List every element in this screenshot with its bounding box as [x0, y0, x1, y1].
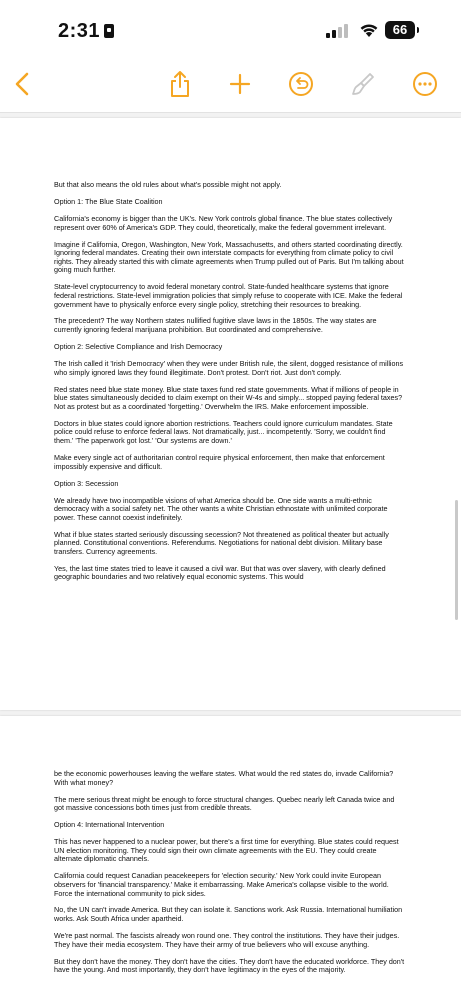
paragraph: State-level cryptocurrency to avoid federal monetary control. State-funded healthcare systems that ignore federal restrictions. State-level immigration policies that simply refuse to cooperate with ICE. Make the federal government have to physically enforce every single policy, stretching their resources to breaking. [54, 282, 403, 309]
back-icon [13, 71, 31, 97]
share-button[interactable] [163, 67, 197, 101]
undo-button[interactable] [284, 67, 318, 101]
paragraph: The precedent? The way Northern states nullified fugitive slave laws in the 1850s. The way states are currently ignoring federal marijuana prohibition. But coordinated and comprehensive. [54, 316, 377, 335]
paragraph: We're past normal. The fascists already won round one. They control the institutions. They have their judges. They have their media ecosystem. They have their army of true believers who will excuse anything. [54, 931, 400, 949]
paragraph: Yes, the last time states tried to leave it caused a civil war. But that was over slavery, with clearly defined geographic boundaries and two relatively equal economic systems. This would [54, 563, 386, 582]
status-time: 2:31 [58, 20, 101, 42]
section-heading: Option 2: Selective Compliance and Irish Democracy [54, 342, 223, 352]
undo-icon [288, 71, 314, 97]
status-bar [0, 0, 461, 60]
paragraph: Red states need blue state money. Blue state taxes fund red state governments. What if millions of people in blue states simultaneously decided to claim exempt on their W-4s and simply... stopped paying federal taxes? Not as protest but as a coordinated 'forgetting.' Overwhelm the IRS. Make enforcement impossible. [54, 384, 403, 411]
add-button[interactable] [223, 67, 257, 101]
plus-icon [229, 73, 251, 95]
section-heading: Option 4: International Intervention [54, 820, 165, 830]
paragraph: Doctors in blue states could ignore abortion restrictions. Teachers could ignore curriculum mandates. State police could refuse to enforce federal laws. Not dramatically, just... incompetently. 'Sorry, we couldn't find them.' 'The paperwork got lost.' 'Our systems are down.' [54, 418, 393, 445]
page-2-body [54, 770, 406, 983]
page-1-body [54, 181, 406, 590]
paragraph: We already have two incompatible visions of what America should be. One side wants a multi-ethnic democracy with a social safety net. The other wants a white Christian ethnostate with unlimited corporate power. These cannot coexist indefinitely. [54, 495, 388, 522]
format-button[interactable] [346, 67, 380, 101]
cellular-signal-icon [326, 24, 348, 38]
paragraph: California's economy is bigger than the UK's. New York controls global finance. The blue states collectively represent over 60% of America's GDP. They could, theoretically, make the federal government irrelevant. [54, 213, 393, 232]
share-icon [168, 70, 192, 98]
paragraph: Make every single act of authoritarian control require physical enforcement, then make that enforcement impossibly expensive and difficult. [54, 452, 385, 471]
paragraph: California could request Canadian peacekeepers for 'election security.' New York could invite European observers for 'financial transparency.' Make it embarrassing. Make America's collapse visible to the world. Force the international community to pick sides. [54, 871, 389, 898]
more-button[interactable] [408, 67, 442, 101]
paragraph: But they don't have the money. They don't have the cities. They don't have the educated workforce. They don't have the young. And most importantly, they don't have legitimacy in the eyes of the majority. [54, 956, 405, 975]
document-page-2[interactable] [0, 716, 461, 1000]
paragraph: Imagine if California, Oregon, Washington, New York, Massachusetts, and others started coordinating directly. Ignoring federal mandates. Creating their own interstate compacts for everything from climate policy to civil rights. They already started this with climate agreements when Trump pulled out of Paris. But I'm talking about going much further. [54, 239, 404, 275]
orientation-lock-icon [104, 24, 114, 38]
paintbrush-icon [350, 71, 376, 97]
section-heading: Option 1: The Blue State Coalition [54, 196, 163, 206]
paragraph: This has never happened to a nuclear power, but there's a first time for everything. Blue states could request UN election monitoring. They could sign their own climate agreements with the EU. They could create alternate diplomatic channels. [54, 837, 399, 864]
more-icon [412, 71, 438, 97]
paragraph: be the economic powerhouses leaving the welfare states. What would the red states do, invade California? With what money? [54, 769, 394, 787]
paragraph: The Irish called it 'Irish Democracy' when they were under British rule, the silent, dogged resistance of millions who simply ignored laws they found illegitimate. Don't protest. Don't riot. Just don't comply. [54, 359, 404, 377]
paragraph: But that also means the old rules about what's possible might not apply. [54, 180, 282, 189]
document-page-1[interactable] [0, 118, 461, 710]
back-button[interactable] [5, 67, 39, 101]
battery-indicator: 66 [385, 21, 415, 39]
paragraph: No, the UN can't invade America. But they can isolate it. Sanctions work. Ask Russia. International humiliation works. Ask South Africa under apartheid. [54, 905, 403, 924]
paragraph: What if blue states started seriously discussing secession? Not threatened as political theater but actually planned. Constitutional conventions. Referendums. Negotiations for national debt division. Military base transfers. Currency agreements. [54, 529, 389, 556]
scroll-indicator[interactable] [455, 500, 458, 620]
toolbar [0, 60, 461, 113]
wifi-icon [359, 22, 379, 38]
section-heading: Option 3: Secession [54, 478, 119, 488]
paragraph: The mere serious threat might be enough to force structural changes. Quebec nearly left Canada twice and got massive concessions both times just from credible threats. [54, 794, 395, 813]
